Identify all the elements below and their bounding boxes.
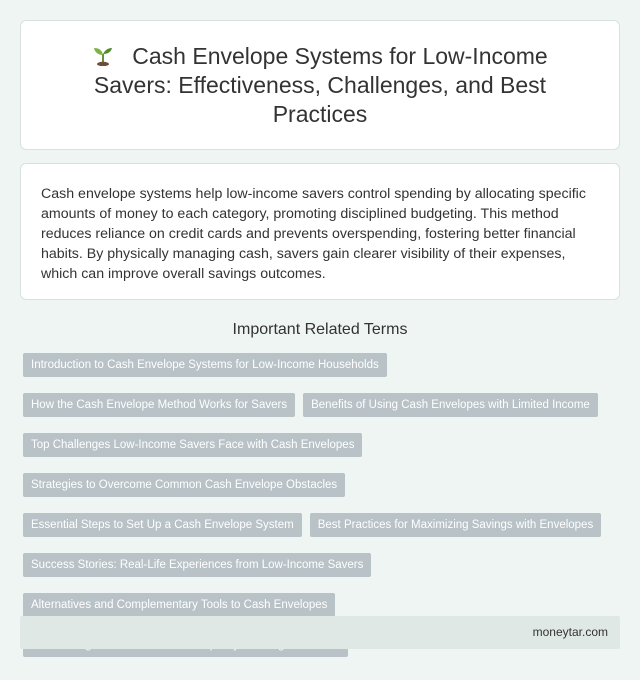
related-term-tag[interactable]: Introduction to Cash Envelope Systems for Low-Income Households	[23, 353, 387, 377]
related-term-tag[interactable]: Essential Steps to Set Up a Cash Envelope System	[23, 513, 302, 537]
footer	[20, 616, 620, 649]
related-term-tag[interactable]: Alternatives and Complementary Tools to Cash Envelopes	[23, 593, 335, 617]
related-term-tag[interactable]: Top Challenges Low-Income Savers Face with Cash Envelopes	[23, 433, 362, 457]
sprout-icon	[92, 44, 114, 66]
title-card	[20, 20, 620, 150]
summary-text: Cash envelope systems help low-income savers control spending by allocating specific amounts of money to each category, promoting disciplined budgeting. This method reduces reliance on credit cards and prevents overspending, fostering better financial habits. By physically managing cash, savers gain clearer visibility of their expenses, which can improve overall savings outcomes.	[41, 186, 586, 282]
related-terms-heading: Important Related Terms	[232, 321, 408, 338]
related-term-tag[interactable]: Strategies to Overcome Common Cash Envelope Obstacles	[23, 473, 345, 497]
related-term-tag[interactable]: How the Cash Envelope Method Works for Savers	[23, 393, 295, 417]
summary-card	[20, 163, 620, 300]
site-link[interactable]: moneytar.com	[532, 625, 608, 639]
related-term-tag[interactable]: Best Practices for Maximizing Savings with Envelopes	[310, 513, 601, 537]
page-title-text: Cash Envelope Systems for Low-Income Savers: Effectiveness, Challenges, and Best Practices	[93, 42, 548, 127]
related-term-tag[interactable]: Benefits of Using Cash Envelopes with Limited Income	[303, 393, 598, 417]
related-terms-list	[23, 353, 623, 657]
page-title	[61, 42, 579, 129]
related-term-tag[interactable]: Success Stories: Real-Life Experiences from Low-Income Savers	[23, 553, 371, 577]
